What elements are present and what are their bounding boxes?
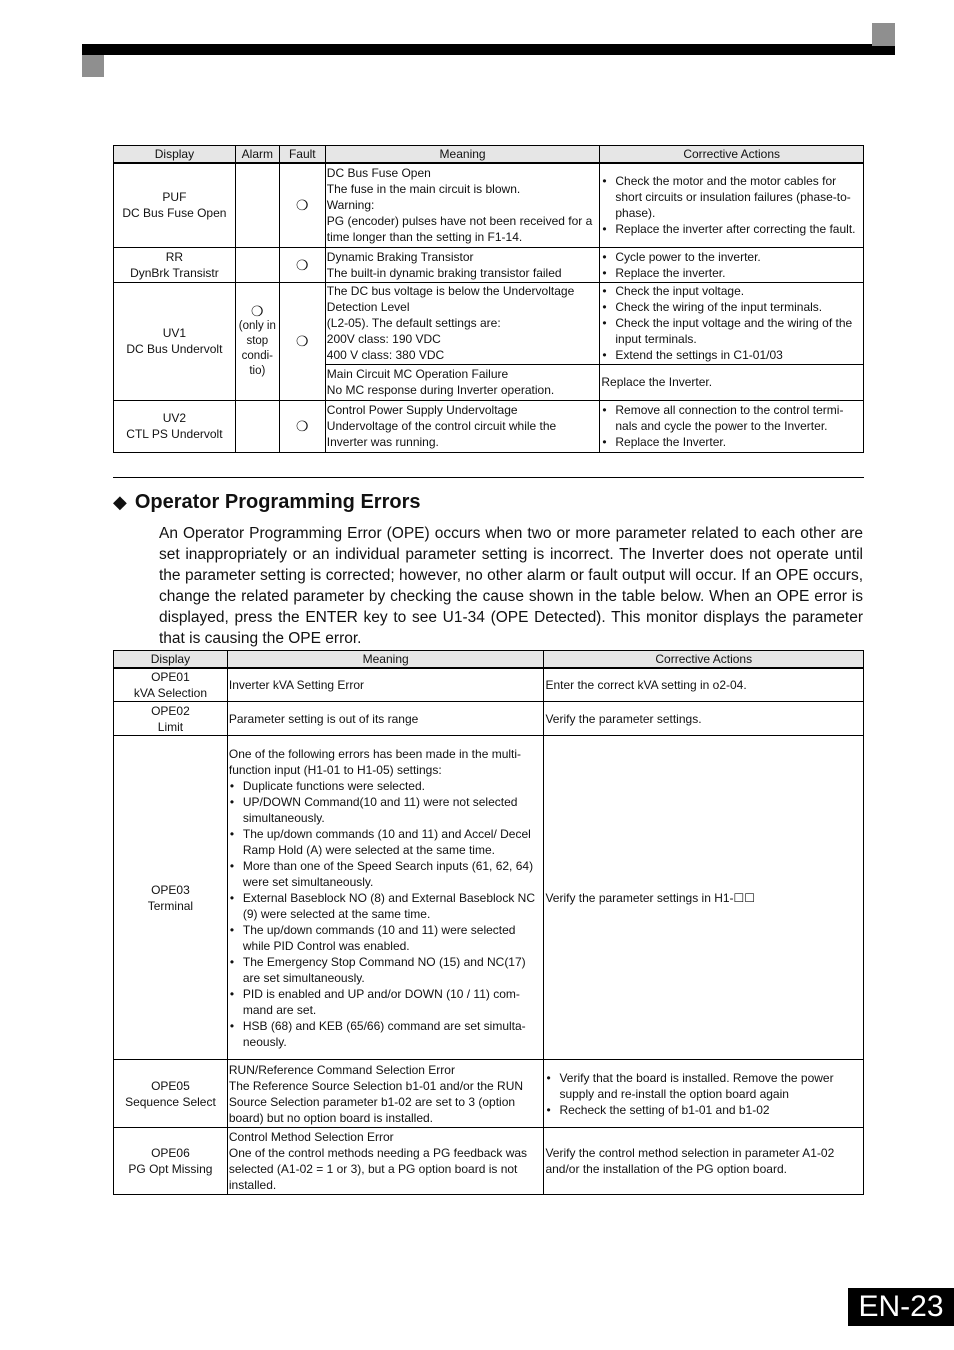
list-item: • Extend the settings in C1-01/03: [601, 347, 861, 363]
alarm-indicator-icon: ❍: [251, 302, 264, 319]
actions-cell: [600, 400, 864, 452]
list-item: • Replace the Inverter.: [601, 434, 861, 450]
section-divider: [113, 477, 864, 478]
display-cell: OPE01 kVA Selection: [114, 668, 228, 702]
table-row: [114, 282, 864, 364]
actions-cell: Verify the parameter settings in H1-☐☐: [544, 736, 864, 1060]
meaning-cell: The DC bus voltage is below the Undervoltage Detection Level (L2-05). The default settings are: 200V class: 190 VDC 400 V class: 380 VDC: [325, 282, 600, 364]
header-tab-marker-right: [872, 23, 895, 46]
list-item: • Check the input voltage.: [601, 283, 861, 299]
display-cell: OPE03 Terminal: [114, 736, 228, 1060]
table-row: [114, 1060, 864, 1128]
actions-cell: Replace the Inverter.: [600, 364, 864, 400]
fault-table-header: [114, 146, 864, 164]
list-item: • PID is enabled and UP and/or DOWN (10 / 11) com-mand are set.: [229, 986, 542, 1018]
alarm-cell: [235, 163, 279, 247]
list-item: • The Emergency Stop Command NO (15) and NC(17) are set simultaneously.: [229, 954, 542, 986]
list-item: • External Baseblock NO (8) and External Baseblock NC (9) were selected at the same time.: [229, 890, 542, 922]
col-fault: Fault: [279, 146, 325, 164]
meaning-cell: Control Power Supply Undervoltage Undervoltage of the control circuit while the Inverter was running.: [325, 400, 600, 452]
col-actions: Corrective Actions: [544, 651, 864, 669]
list-item: • The up/down commands (10 and 11) and Accel/ Decel Ramp Hold (A) were selected at the same time.: [229, 826, 542, 858]
table-row: [114, 668, 864, 702]
actions-cell: [600, 163, 864, 247]
meaning-cell: Parameter setting is out of its range: [227, 702, 544, 736]
display-cell: UV2 CTL PS Undervolt: [114, 400, 236, 452]
col-display: Display: [114, 146, 236, 164]
list-item: • Check the wiring of the input terminals.: [601, 299, 861, 315]
list-item: • Verify that the board is installed. Remove the power supply and re-install the option board again: [545, 1070, 861, 1102]
display-cell: OPE06 PG Opt Missing: [114, 1128, 228, 1195]
actions-cell: Verify the parameter settings.: [544, 702, 864, 736]
col-meaning: Meaning: [227, 651, 544, 669]
alarm-cell: [235, 247, 279, 282]
list-item: • Check the input voltage and the wiring of the input terminals.: [601, 315, 861, 347]
ope-table: [113, 650, 864, 1195]
table-row: [114, 400, 864, 452]
fault-indicator-icon: ❍: [279, 163, 325, 247]
page-number: EN-23: [848, 1288, 954, 1326]
display-cell: OPE02 Limit: [114, 702, 228, 736]
list-item: • UP/DOWN Command(10 and 11) were not selected simultaneously.: [229, 794, 542, 826]
fault-indicator-icon: ❍: [279, 282, 325, 400]
meaning-cell: Dynamic Braking Transistor The built-in dynamic braking transistor failed: [325, 247, 600, 282]
list-item: • Replace the inverter.: [601, 265, 861, 281]
table-row: [114, 163, 864, 247]
diamond-bullet-icon: ◆: [113, 492, 127, 512]
display-cell: RR DynBrk Transistr: [114, 247, 236, 282]
section-title: ◆ Operator Programming Errors: [113, 491, 421, 513]
ope-table-header: [114, 651, 864, 669]
table-row: [114, 702, 864, 736]
meaning-cell: Main Circuit MC Operation Failure No MC response during Inverter operation.: [325, 364, 600, 400]
table-row: [114, 1128, 864, 1195]
alarm-cell: [235, 400, 279, 452]
list-item: • Duplicate functions were selected.: [229, 778, 542, 794]
fault-table: [113, 145, 864, 453]
list-item: • Replace the inverter after correcting the fault.: [601, 221, 861, 237]
display-cell: UV1 DC Bus Undervolt: [114, 282, 236, 400]
alarm-cell: ❍ (only in stop condi- tio): [235, 282, 279, 400]
table-row: [114, 736, 864, 1060]
actions-cell: Verify the control method selection in parameter A1-02 and/or the installation of the PG option board.: [544, 1128, 864, 1195]
list-item: • Cycle power to the inverter.: [601, 249, 861, 265]
actions-cell: Enter the correct kVA setting in o2-04.: [544, 668, 864, 702]
col-meaning: Meaning: [325, 146, 600, 164]
meaning-cell: One of the following errors has been made in the multi-function input (H1-01 to H1-05) settings: • Duplicate functions were selected. • UP/DOWN Command(10 and 11) were not selected simultaneously. • The up/down commands (10 and 11) and Accel/ Decel Ramp Hold (A) were selected at the same time. • More than one of the Speed Search inputs (61, 62, 64) were set simultaneously. • External Baseblock NO (8) and External Baseblock NC (9) were selected at the same time. • The up/down commands (10 and 11) were selected while PID Control was enabled. • The Emergency Stop Command NO (15) and NC(17) are set simultaneously. • PID is enabled and UP and/or DOWN (10 / 11) com-mand are set. • HSB (68) and KEB (65/66) command are set simulta-neously.: [227, 736, 544, 1060]
list-item: • Recheck the setting of b1-01 and b1-02: [545, 1102, 861, 1118]
fault-indicator-icon: ❍: [279, 400, 325, 452]
fault-indicator-icon: ❍: [279, 247, 325, 282]
header-tab-marker-left: [82, 55, 104, 77]
table-row: [114, 247, 864, 282]
col-display: Display: [114, 651, 228, 669]
meaning-cell: DC Bus Fuse Open The fuse in the main circuit is blown. Warning: PG (encoder) pulses have not been received for a time longer than the setting in F1-14.: [325, 163, 600, 247]
list-item: • Check the motor and the motor cables for short circuits or insulation failures (phase-to-phase).: [601, 173, 861, 221]
list-item: • Remove all connection to the control termi-nals and cycle the power to the Inverter.: [601, 402, 861, 434]
list-item: • The up/down commands (10 and 11) were selected while PID Control was enabled.: [229, 922, 542, 954]
meaning-cell: RUN/Reference Command Selection Error The Reference Source Selection b1-01 and/or the RUN Source Selection parameter b1-02 are set to 3 (option board) but no option board is installed.: [227, 1060, 544, 1128]
actions-cell: [600, 247, 864, 282]
list-item: • HSB (68) and KEB (65/66) command are set simulta-neously.: [229, 1018, 542, 1050]
meaning-cell: Control Method Selection Error One of the control methods needing a PG feedback was selected (A1-02 = 1 or 3), but a PG option board is not installed.: [227, 1128, 544, 1195]
header-bar: [82, 44, 895, 55]
col-alarm: Alarm: [235, 146, 279, 164]
actions-cell: [600, 282, 864, 364]
section-paragraph: An Operator Programming Error (OPE) occurs when two or more parameter related to each other are set inappropriately or an individual parameter setting is incorrect. The Inverter does not operate until the parameter setting is corrected; however, no other alarm or fault output will occur. If an OPE occurs, change the related parameter by checking the cause shown in the table below. When an OPE error is displayed, press the ENTER key to see U1-34 (OPE Detected). This monitor displays the parameter that is causing the OPE error.: [159, 525, 863, 647]
display-cell: PUF DC Bus Fuse Open: [114, 163, 236, 247]
col-actions: Corrective Actions: [600, 146, 864, 164]
meaning-cell: Inverter kVA Setting Error: [227, 668, 544, 702]
list-item: • More than one of the Speed Search inputs (61, 62, 64) were set simultaneously.: [229, 858, 542, 890]
actions-cell: [544, 1060, 864, 1128]
display-cell: OPE05 Sequence Select: [114, 1060, 228, 1128]
